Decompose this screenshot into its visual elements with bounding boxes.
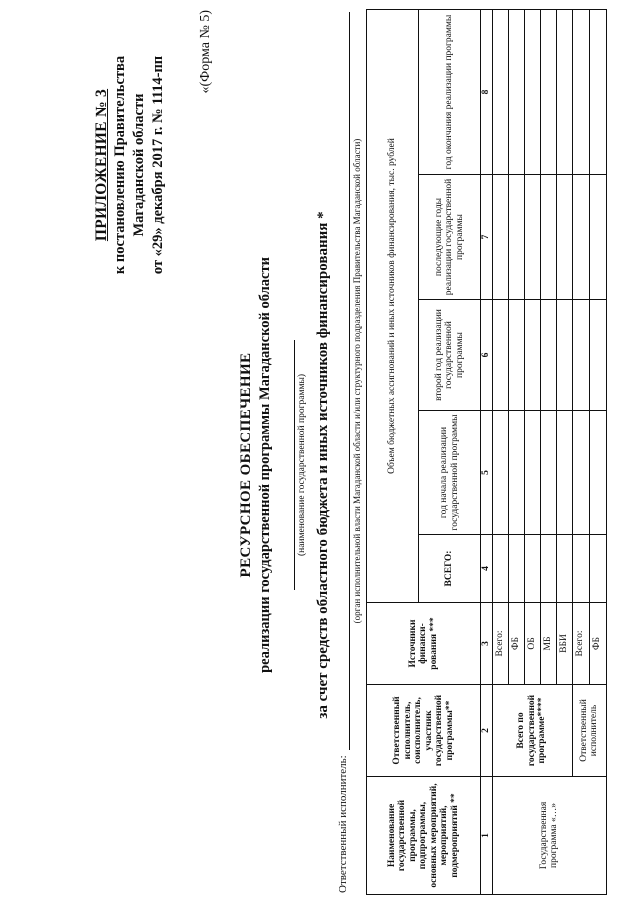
table-cell [524, 175, 540, 300]
table-cell [540, 175, 556, 300]
col-number: 3 [481, 603, 493, 685]
document-subtitle: реализации государственной программы Магаданской области [257, 257, 273, 673]
responsible-label: Ответственный исполнитель: [337, 755, 349, 893]
col-number: 5 [481, 411, 493, 535]
table-cell [572, 10, 589, 175]
source-cell: ФБ [589, 603, 606, 685]
responsible-hint: (орган исполнительной власти Магаданской области и/или структурного подразделения Правительства Магаданской области) [352, 138, 362, 624]
table-cell [492, 300, 508, 411]
table-cell [572, 175, 589, 300]
approval-header [92, 15, 168, 315]
funding-sources-title: за счет средств областного бюджета и иных источников финансирования * [315, 211, 331, 719]
header-sources: Источники финанси-рования *** [367, 603, 481, 685]
table-cell [556, 411, 572, 535]
table-cell [589, 10, 606, 175]
source-cell: ФБ [508, 603, 524, 685]
source-cell: Всего: [492, 603, 508, 685]
header-executor: Ответственный исполнитель, соисполнитель, участник государственной программы** [367, 685, 481, 777]
header-year-start: год начала реализации государственной программы [419, 411, 481, 535]
responsible-line [349, 12, 350, 750]
table-cell [524, 300, 540, 411]
table-cell [572, 535, 589, 603]
appendix-number: ПРИЛОЖЕНИЕ № 3 [93, 88, 110, 242]
col-number: 6 [481, 300, 493, 411]
table-cell [556, 175, 572, 300]
total-by-program-cell: Всего по государственной программе**** [492, 685, 572, 777]
col-number: 7 [481, 175, 493, 300]
table-row [492, 10, 508, 895]
document-title: РЕСУРСНОЕ ОБЕСПЕЧЕНИЕ [238, 352, 254, 578]
table-cell [589, 535, 606, 603]
table-cell [492, 535, 508, 603]
table-cell [524, 411, 540, 535]
table-cell [508, 300, 524, 411]
source-cell: ОБ [524, 603, 540, 685]
resource-table [366, 9, 607, 895]
header-program-name: Наименование государственной программы, подпрограммы, основных мероприятий, мероприятий, подмероприятий ** [367, 777, 481, 895]
region-line: Магаданской области [131, 93, 147, 237]
table-cell [589, 300, 606, 411]
program-name-cell: Государственная программа «…» [492, 777, 606, 895]
header-year-second: второй год реализации государственной программы [419, 300, 481, 411]
table-cell [556, 535, 572, 603]
table-cell [508, 411, 524, 535]
title-block [238, 165, 332, 765]
col-number: 2 [481, 685, 493, 777]
table-row [572, 10, 589, 895]
table-cell [492, 10, 508, 175]
form-label: «(Форма № 5) [198, 10, 213, 94]
column-number-row [481, 10, 493, 895]
table-cell [524, 10, 540, 175]
source-cell: МБ [540, 603, 556, 685]
table-cell [589, 175, 606, 300]
table-cell [540, 411, 556, 535]
header-row-1 [367, 10, 419, 895]
decree-date: от «29» декабря 2017 г. № 1114-пп [150, 55, 166, 275]
table-cell [556, 300, 572, 411]
table-cell [589, 411, 606, 535]
table-cell [572, 411, 589, 535]
header-total: ВСЕГО: [419, 535, 481, 603]
col-number: 4 [481, 535, 493, 603]
table-cell [492, 411, 508, 535]
header-volume: Объем бюджетных ассигнований и иных источников финансирования, тыс. рублей [367, 10, 419, 603]
table-cell [508, 175, 524, 300]
table-cell [556, 10, 572, 175]
table-cell [540, 300, 556, 411]
table-cell [508, 535, 524, 603]
decree-line: к постановлению Правительства [112, 55, 128, 275]
table-cell [524, 535, 540, 603]
table-cell [492, 175, 508, 300]
source-cell: ВБИ [556, 603, 572, 685]
header-year-end: год окончания реализации программы [419, 10, 481, 175]
table-cell [540, 10, 556, 175]
header-years-next: последующие годы реализации государственной программы [419, 175, 481, 300]
program-name-line [294, 340, 295, 590]
table-cell [572, 300, 589, 411]
col-number: 1 [481, 777, 493, 895]
responsible-executor-cell: Ответственный исполнитель [572, 685, 606, 777]
source-cell: Всего: [572, 603, 589, 685]
table-cell [540, 535, 556, 603]
col-number: 8 [481, 10, 493, 175]
table-cell [508, 10, 524, 175]
program-name-hint: (наименование государственной программы) [297, 373, 307, 557]
